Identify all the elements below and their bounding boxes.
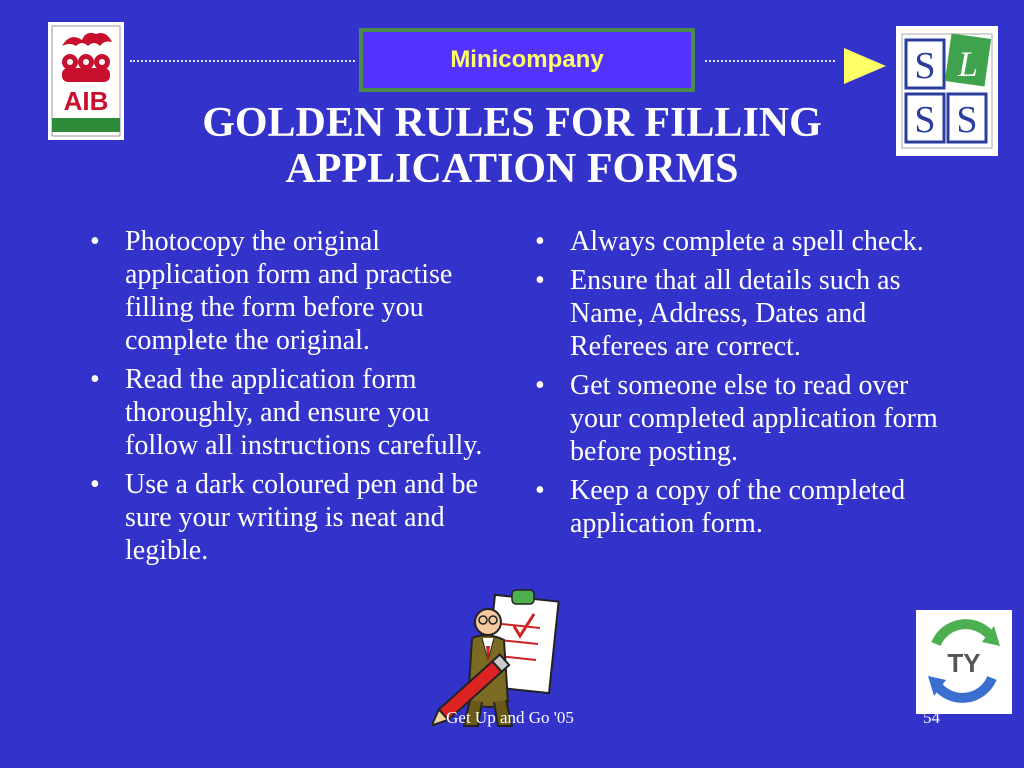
aib-emblem-icon	[62, 33, 112, 82]
right-bullet-list	[531, 225, 951, 546]
bullet-icon: •	[535, 370, 545, 401]
slss-logo	[896, 26, 998, 156]
list-item	[531, 264, 951, 363]
bullet-icon: •	[90, 226, 100, 257]
list-item	[531, 225, 951, 258]
arrow-right-icon	[842, 46, 888, 86]
list-item-text: Photocopy the original application form and practise filling the form before you complete the original.	[125, 226, 453, 356]
ty-logo-text: TY	[947, 648, 981, 678]
list-item-text: Read the application form thoroughly, and ensure you follow all instructions carefully.	[125, 364, 483, 461]
bullet-icon: •	[535, 226, 545, 257]
list-item	[531, 474, 951, 540]
slss-letter-3: S	[914, 99, 936, 141]
list-item-text: Always complete a spell check.	[570, 226, 924, 257]
list-item	[86, 225, 506, 357]
bullet-icon: •	[535, 265, 545, 296]
footer-text: Get Up and Go '05	[446, 708, 574, 727]
bullet-icon: •	[535, 475, 545, 506]
page-number: 54	[923, 708, 940, 727]
list-item	[531, 369, 951, 468]
bullet-icon: •	[90, 364, 100, 395]
list-item-text: Use a dark coloured pen and be sure your writing is neat and legible.	[125, 469, 478, 566]
slide-title	[150, 100, 874, 192]
list-item	[86, 468, 506, 567]
aib-logo	[48, 22, 124, 140]
aib-logo-text: AIB	[63, 86, 109, 116]
slss-letter-1: S	[914, 45, 936, 87]
list-item-text: Get someone else to read over your completed application form before posting.	[570, 370, 938, 467]
slide-title-line-2: APPLICATION FORMS	[285, 146, 739, 192]
slss-letter-2: L	[957, 44, 979, 84]
minicompany-label: Minicompany	[450, 46, 604, 73]
list-item-text: Ensure that all details such as Name, Address, Dates and Referees are correct.	[570, 265, 901, 362]
minicompany-header-box	[359, 28, 695, 92]
dotted-line-right	[705, 60, 835, 62]
slide-title-line-1: GOLDEN RULES FOR FILLING	[202, 100, 822, 146]
slss-letter-4: S	[956, 99, 978, 141]
ty-logo	[916, 610, 1012, 714]
left-bullet-list	[86, 225, 506, 573]
dotted-line-left	[130, 60, 355, 62]
list-item	[86, 363, 506, 462]
list-item-text: Keep a copy of the completed application form.	[570, 475, 906, 539]
bullet-icon: •	[90, 469, 100, 500]
